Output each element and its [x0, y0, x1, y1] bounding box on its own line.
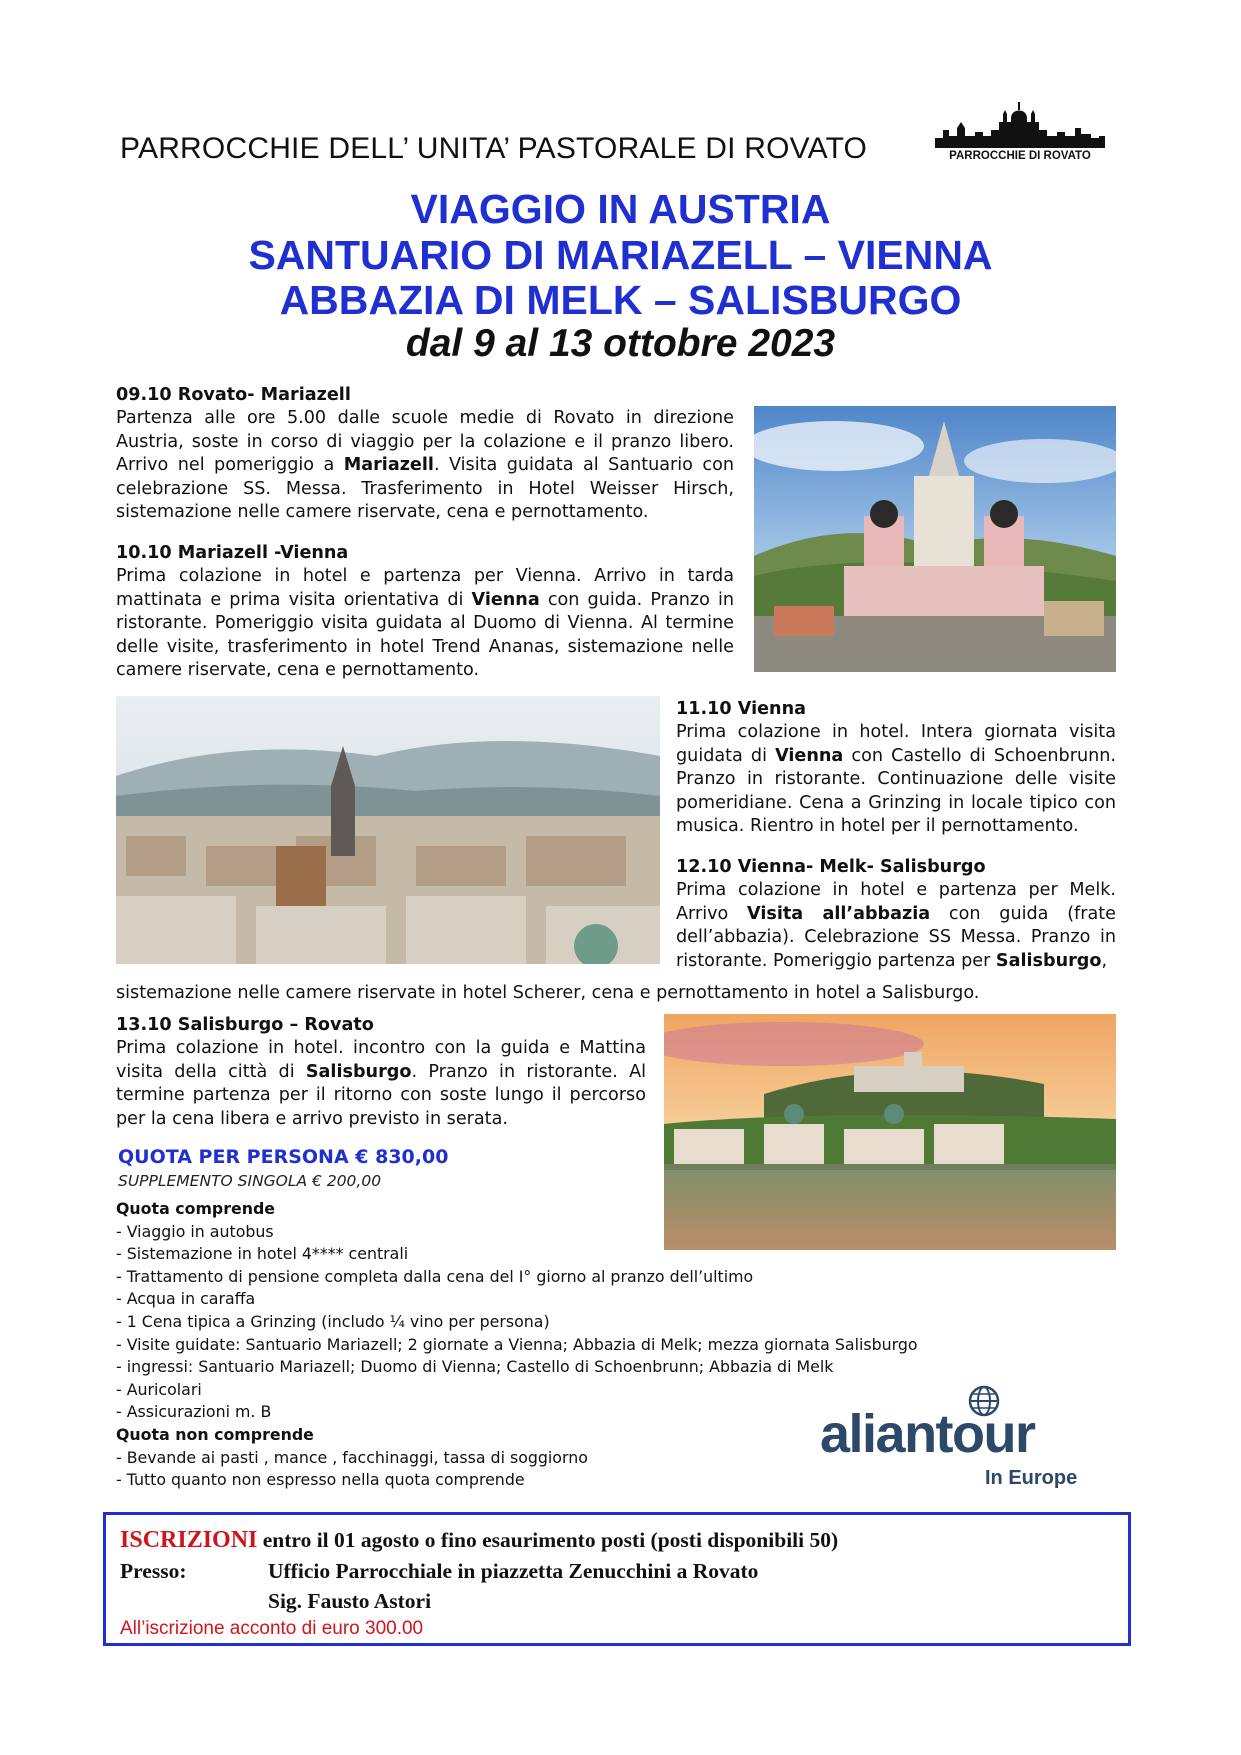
- deposit-note: All’iscrizione acconto di euro 300.00: [120, 1618, 424, 1639]
- list-item: - Trattamento di pensione completa dalla cena del I° giorno al pranzo dell’ultimo: [116, 1266, 754, 1286]
- aliantour-brand: aliantour: [820, 1404, 1035, 1464]
- registration-box: [103, 1512, 1131, 1646]
- list-item: - 1 Cena tipica a Grinzing (includo ¼ vino per persona): [116, 1311, 550, 1331]
- day-text: . Visita guidata al Santuario con celebrazione SS. Messa. Trasferimento in Hotel Weisser Hirsch, sistemazione nelle camere riservate, cena e pernottamento.: [116, 455, 734, 523]
- aliantour-subtitle: In Europe: [985, 1467, 1078, 1489]
- day-heading: 11.10 Vienna: [676, 699, 806, 719]
- list-item: - Viaggio in autobus: [116, 1221, 274, 1241]
- title-line-1: VIAGGIO IN AUSTRIA: [410, 186, 831, 232]
- day-heading: 10.10 Mariazell -Vienna: [116, 543, 349, 563]
- organization-title: PARROCCHIE DELL’ UNITA’ PASTORALE DI ROVATO: [120, 132, 868, 165]
- day-text: Prima colazione in hotel e partenza per Melk. Arrivo: [676, 880, 1116, 924]
- title-line-3: ABBAZIA DI MELK – SALISBURGO: [279, 277, 962, 323]
- day-11-10: [676, 698, 1116, 838]
- day-text-bold: Mariazell: [343, 455, 434, 476]
- church-skyline-icon: [935, 100, 1105, 148]
- contact-person: Sig. Fausto Astori: [268, 1589, 432, 1613]
- aliantour-logo: [820, 1385, 1110, 1495]
- registration-label: ISCRIZIONI: [120, 1527, 258, 1553]
- presso-label: Presso:: [120, 1559, 187, 1583]
- title-line-2: SANTUARIO DI MARIAZELL – VIENNA: [248, 232, 993, 278]
- list-item: - Visite guidate: Santuario Mariazell; 2 giornate a Vienna; Abbazia di Melk; mezza giornata Salisburgo: [116, 1334, 918, 1354]
- day-text-bold: Salisburgo: [995, 950, 1102, 971]
- day-text-bold: Salisburgo: [305, 1061, 412, 1082]
- includes-title: Quota comprende: [116, 1199, 275, 1218]
- price-per-person: QUOTA PER PERSONA € 830,00: [118, 1146, 449, 1168]
- logo-label: PARROCCHIE DI ROVATO: [949, 150, 1091, 162]
- list-item: - Bevande ai pasti , mance , facchinaggi, tassa di soggiorno: [116, 1447, 588, 1467]
- day-text: ,: [1101, 950, 1108, 971]
- list-item: - Auricolari: [116, 1379, 202, 1399]
- day-text: Prima colazione in hotel e partenza per Vienna. Arrivo in tarda mattinata e prima visita orientativa di: [116, 566, 734, 610]
- day-heading: 12.10 Vienna- Melk- Salisburgo: [676, 857, 986, 877]
- day-text: . Pranzo in ristorante. Al termine partenza per il ritorno con soste lungo il percorso per la cena libera e arrivo previsto in serata.: [116, 1061, 647, 1129]
- day-text: con guida. Pranzo in ristorante. Pomeriggio visita guidata al Duomo di Vienna. Al termine delle visite, trasferimento in hotel Trend Ananas, sistemazione nelle camere riservate, cena e pernottamento.: [116, 589, 734, 681]
- registration-line: [120, 1527, 838, 1554]
- trip-dates: dal 9 al 13 ottobre 2023: [405, 322, 836, 365]
- day-text: con guida (frate dell’abbazia). Celebrazione SS Messa. Pranzo in ristorante. Pomeriggio partenza per: [676, 903, 1116, 971]
- day-text: Partenza alle ore 5.00 dalle scuole medie di Rovato in direzione Austria, soste in corso di viaggio per la colazione e il pranzo libero. Arrivo nel pomeriggio a: [116, 408, 734, 476]
- day-heading: 09.10 Rovato- Mariazell: [116, 385, 351, 405]
- day-text-bold: Vienna: [471, 589, 540, 610]
- list-item: - ingressi: Santuario Mariazell; Duomo di Vienna; Castello di Schoenbrunn; Abbazia di Melk: [116, 1357, 834, 1377]
- registration-deadline: entro il 01 agosto o fino esaurimento posti (posti disponibili 50): [257, 1528, 839, 1552]
- excludes-title: Quota non comprende: [116, 1424, 314, 1444]
- day-text: Prima colazione in hotel. incontro con la guida e Mattina visita della città di: [116, 1038, 646, 1082]
- list-item: - Sistemazione in hotel 4**** centrali: [116, 1244, 409, 1264]
- day-text-bold: Visita all’abbazia: [747, 903, 931, 924]
- day-09-10: [116, 384, 734, 524]
- presso-value: Ufficio Parrocchiale in piazzetta Zenucchini a Rovato: [268, 1559, 759, 1583]
- photo-vienna-panorama: [116, 696, 660, 964]
- day-text: con Castello di Schoenbrunn. Pranzo in ristorante. Continuazione delle visite pomeridiane. Cena a Grinzing in locale tipico con musica. Rientro in hotel per il pernottamento.: [676, 745, 1117, 837]
- list-item: - Tutto quanto non espresso nella quota comprende: [116, 1470, 525, 1490]
- day-10-10: [116, 542, 734, 682]
- photo-mariazell-basilica: [754, 406, 1116, 672]
- day-13-10: [116, 1014, 646, 1131]
- day-text-bold: Vienna: [775, 745, 844, 766]
- single-supplement: SUPPLEMENTO SINGOLA € 200,00: [118, 1172, 382, 1190]
- day-12-10-tail: sistemazione nelle camere riservate in hotel Scherer, cena e pernottamento in hotel a Salisburgo.: [116, 983, 980, 1003]
- day-text: Prima colazione in hotel. Intera giornata visita guidata di: [676, 722, 1116, 766]
- quote-details: [116, 1198, 918, 1492]
- day-12-10: [676, 856, 1116, 973]
- day-heading: 13.10 Salisburgo – Rovato: [116, 1015, 374, 1035]
- list-item: - Assicurazioni m. B: [116, 1402, 272, 1422]
- parish-logo: [935, 100, 1105, 170]
- list-item: - Acqua in caraffa: [116, 1289, 256, 1309]
